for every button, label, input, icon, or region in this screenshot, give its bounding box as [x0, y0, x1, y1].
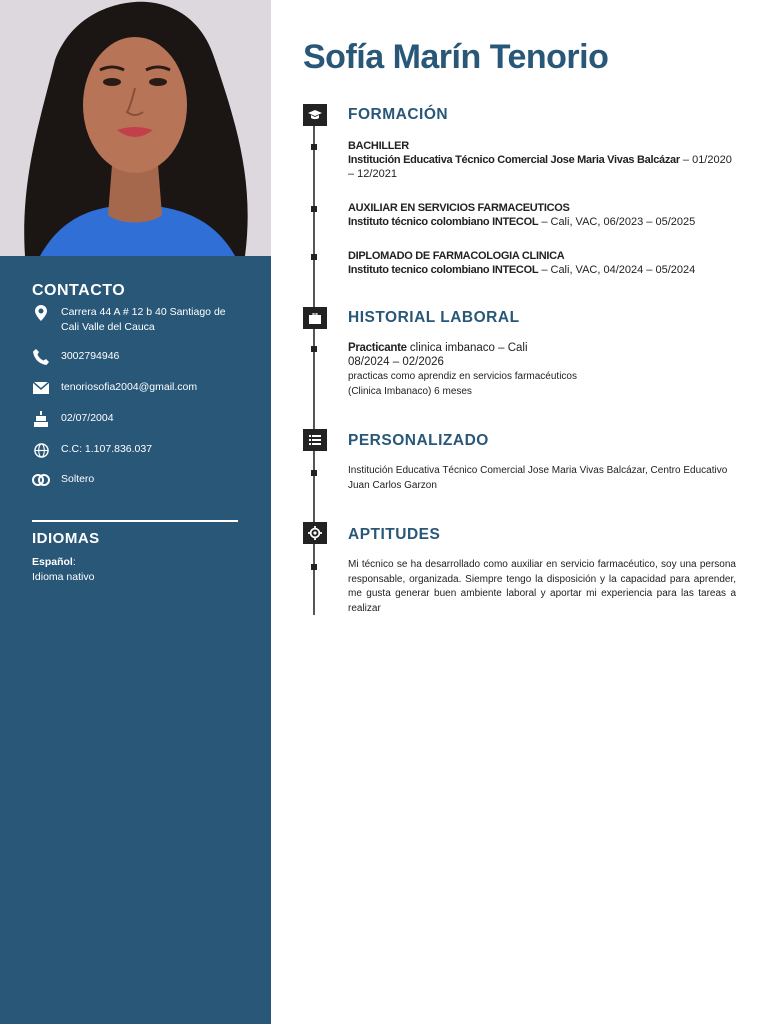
timeline-dot: [311, 144, 317, 150]
work-company: clinica imbanaco – Cali: [406, 342, 528, 354]
contact-email: [32, 380, 232, 396]
section-title-work: HISTORIAL LABORAL: [348, 309, 520, 326]
phone-text[interactable]: 3002794946: [61, 350, 120, 362]
work-item: [348, 341, 738, 369]
timeline-dot: [311, 346, 317, 352]
id-number-text: C.C: 1.107.836.037: [61, 443, 153, 455]
contact-title: CONTACTO: [32, 282, 126, 299]
location-pin-icon: [32, 305, 50, 321]
education-school: Instituto tecnico colombiano INTECOL: [348, 264, 539, 276]
list-icon: [303, 429, 327, 451]
profile-photo: [0, 0, 271, 256]
timeline-dot: [311, 564, 317, 570]
globe-id-icon: [32, 442, 50, 458]
custom-text: Institución Educativa Técnico Comercial Jose Maria Vivas Balcázar, Centro Educativo Juan Carlos Garzon: [348, 465, 728, 491]
education-degree: DIPLOMADO DE FARMACOLOGIA CLINICA: [348, 250, 565, 262]
education-degree: AUXILIAR EN SERVICIOS FARMACEUTICOS: [348, 202, 570, 214]
email-icon: [32, 380, 50, 396]
contact-id: [32, 442, 232, 458]
timeline-dot: [311, 206, 317, 212]
education-school: Instituto técnico colombiano INTECOL: [348, 216, 539, 228]
birthday-cake-icon: [32, 411, 50, 427]
education-item: [348, 201, 738, 229]
birthdate-text: 02/07/2004: [61, 412, 114, 424]
contact-marital-status: [32, 472, 232, 488]
section-title-education: FORMACIÓN: [348, 106, 449, 123]
languages-title: IDIOMAS: [32, 530, 100, 547]
education-item: [348, 249, 738, 277]
language-name: [32, 556, 76, 568]
graduation-cap-icon: [303, 104, 327, 126]
education-school: Institución Educativa Técnico Comercial Jose Maria Vivas Balcázar: [348, 154, 680, 166]
education-item: [348, 139, 738, 181]
phone-icon: [32, 349, 50, 365]
section-title-custom: PERSONALIZADO: [348, 432, 489, 449]
skills-text: Mi técnico se ha desarrollado como auxiliar en servicio farmacéutico, soy una persona responsable, organizada. Siempre tengo la disposición y la capacidad para aprender, me gusta generar buen ambiente laboral y aportar mi experiencia para las tareas a realizar: [348, 559, 736, 614]
education-degree: BACHILLER: [348, 140, 409, 152]
work-description-line-2: (Clinica Imbanaco) 6 meses: [348, 385, 472, 397]
education-details: – 01/2020 – 12/2021: [348, 154, 732, 180]
language-name-text: Español: [32, 556, 73, 568]
contact-birthdate: [32, 411, 232, 427]
section-title-skills: APTITUDES: [348, 526, 441, 543]
timeline-dot: [311, 470, 317, 476]
contact-phone: [32, 349, 232, 365]
address-text: Carrera 44 A # 12 b 40 Santiago de Cali Valle del Cauca: [61, 306, 226, 333]
work-description: [348, 370, 738, 399]
email-text[interactable]: tenoriosofia2004@gmail.com: [61, 381, 198, 393]
timeline-dot: [311, 254, 317, 260]
work-description-line-1: practicas como aprendiz en servicios farmacéuticos: [348, 371, 577, 382]
gear-icon: [303, 522, 327, 544]
work-role: Practicante: [348, 342, 407, 354]
full-name: Sofía Marín Tenorio: [303, 38, 609, 76]
language-level: Idioma nativo: [32, 571, 95, 583]
briefcase-icon: [303, 307, 327, 329]
rings-icon: [32, 472, 50, 488]
work-dates: 08/2024 – 02/2026: [348, 356, 444, 368]
education-details: – Cali, VAC, 04/2024 – 05/2024: [538, 264, 696, 276]
language-colon: :: [72, 556, 76, 568]
sidebar-divider: [32, 520, 238, 522]
education-details: – Cali, VAC, 06/2023 – 05/2025: [538, 216, 696, 228]
sidebar: [0, 0, 271, 1024]
marital-status-text: Soltero: [61, 473, 95, 485]
contact-address: [32, 305, 232, 335]
